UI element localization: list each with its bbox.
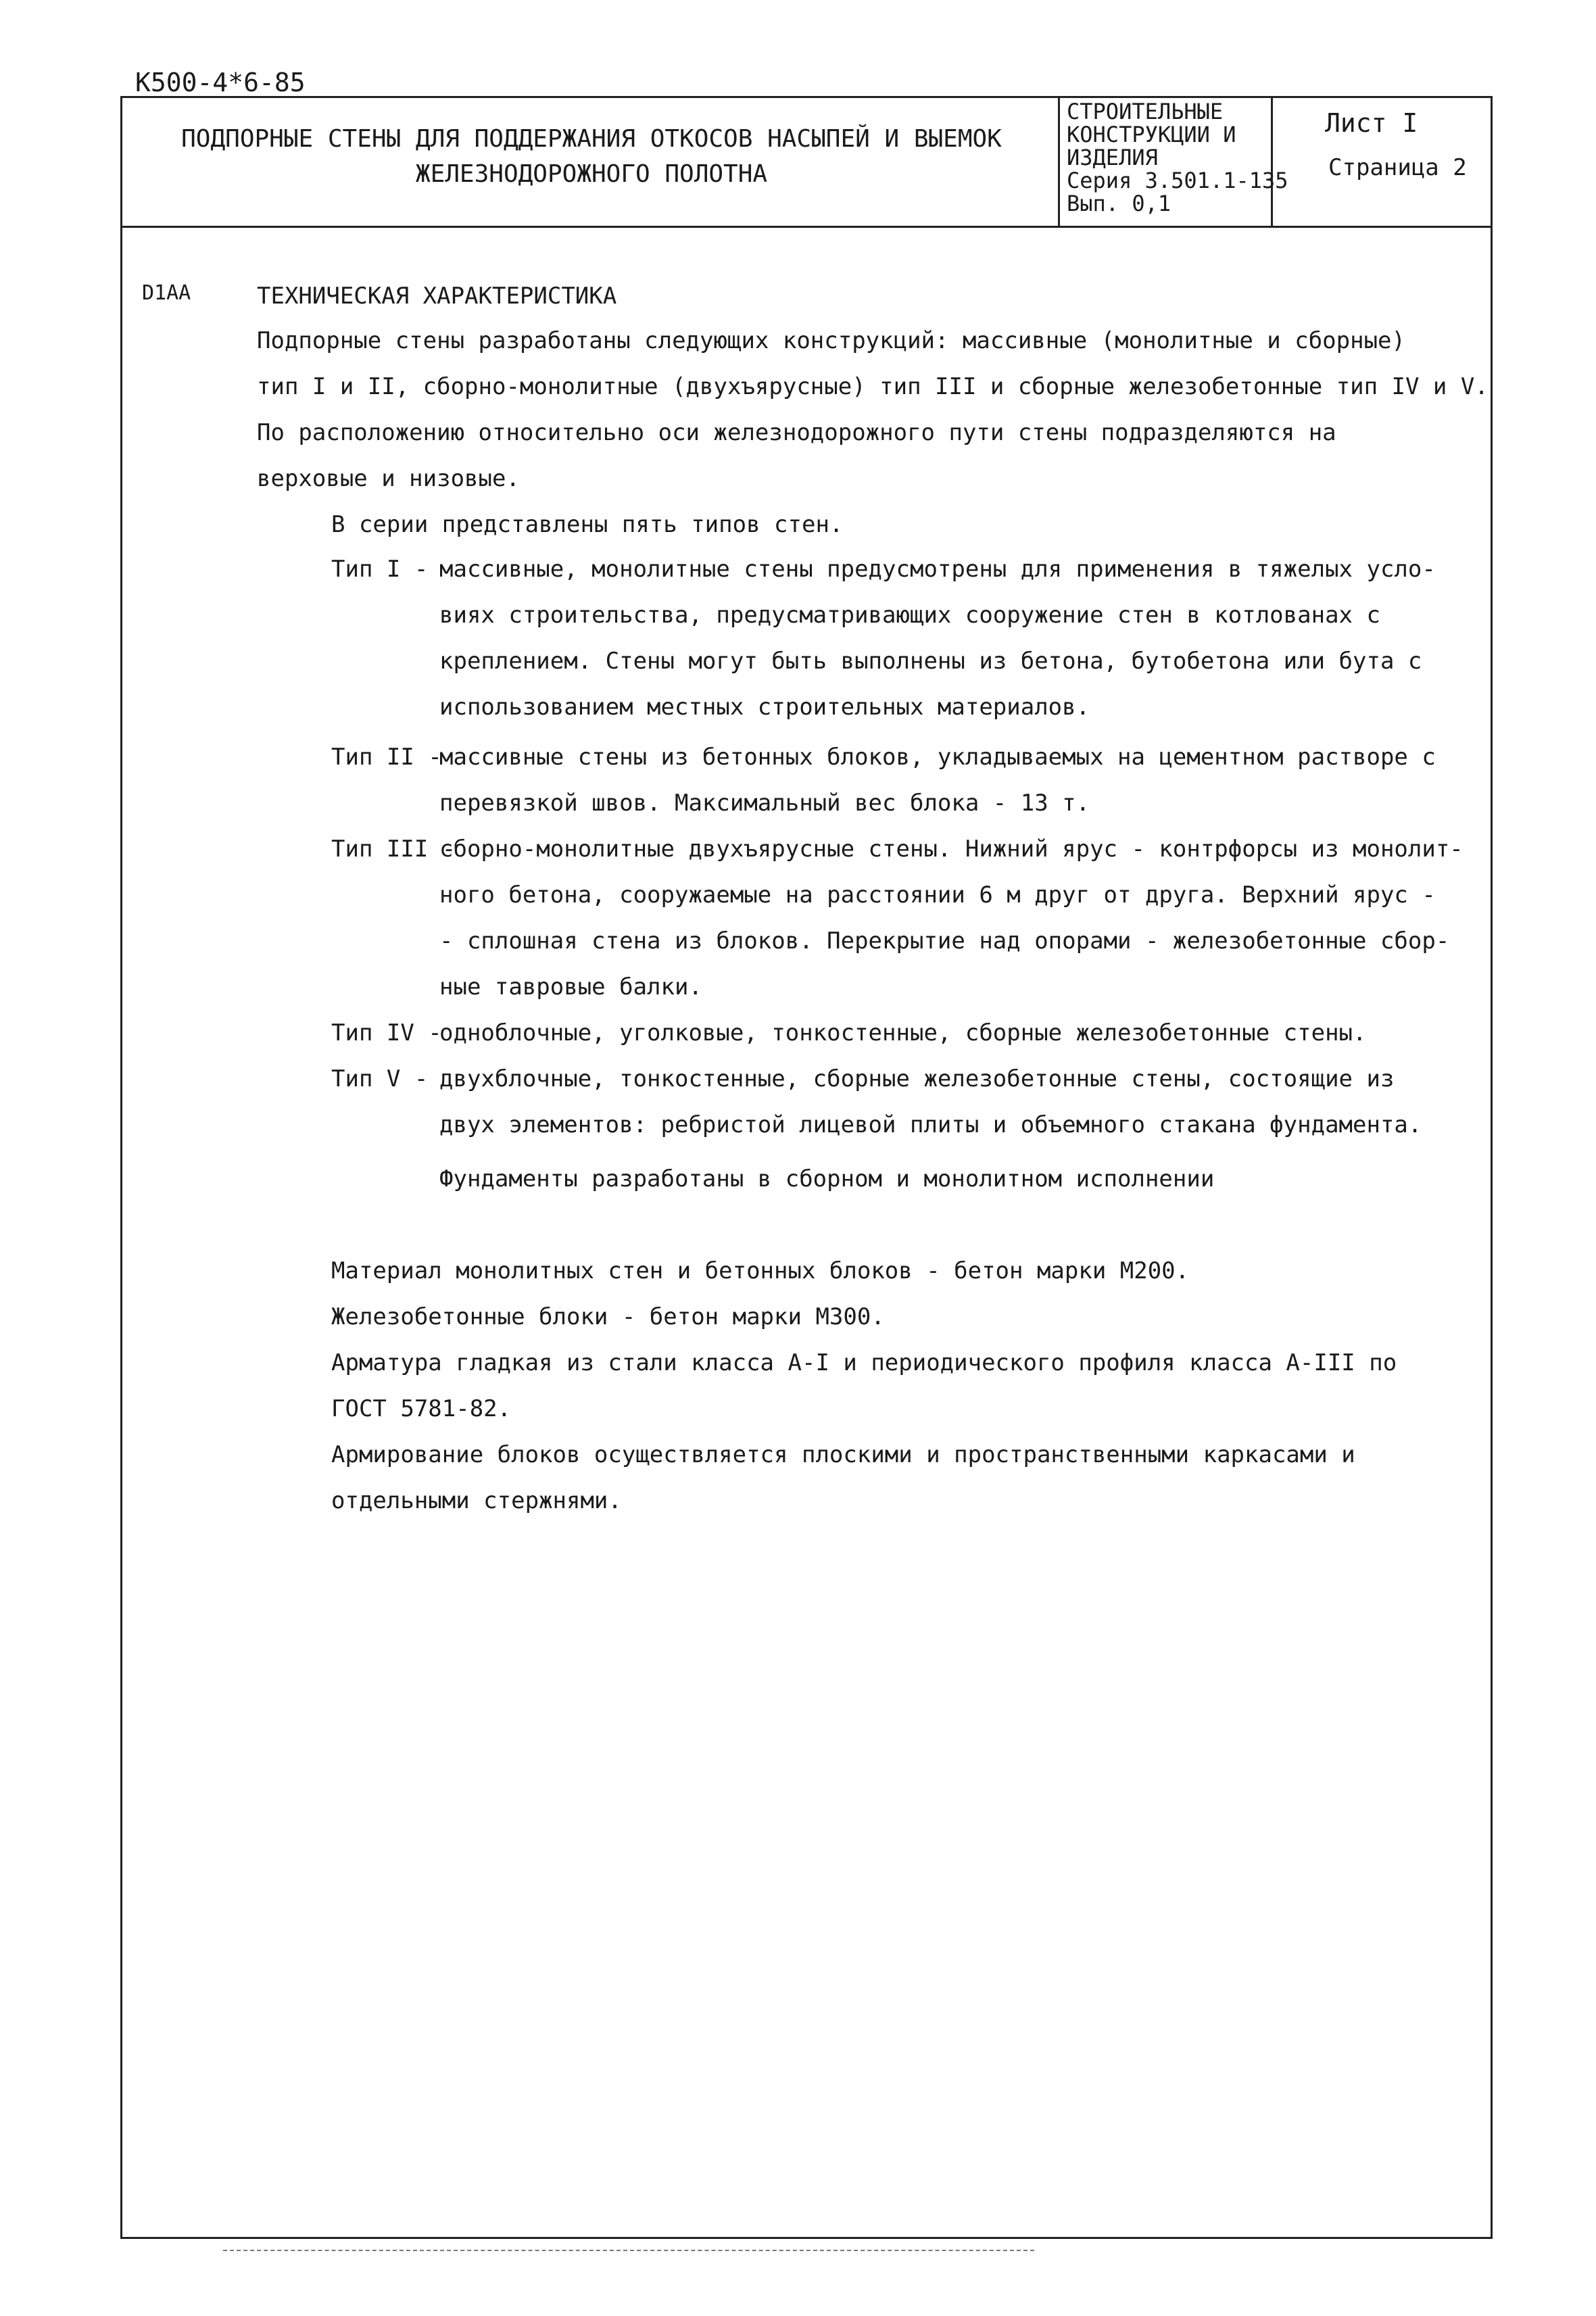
page-number: Страница 2 (1328, 154, 1467, 181)
paragraph-line: Армирование блоков осуществляется плоскими и пространственными каркасами и (331, 1441, 1355, 1468)
type-line: перевязкой швов. Максимальный вес блока - 13 т. (439, 790, 1090, 817)
title-line: ПОДПОРНЫЕ СТЕНЫ ДЛЯ ПОДДЕРЖАНИЯ ОТКОСОВ НАСЫПЕЙ И ВЫЕМОК (181, 125, 1002, 153)
header-column-divider (1058, 96, 1060, 226)
type-line: ного бетона, сооружаемые на расстоянии 6 м друг от друга. Верхний ярус - (439, 882, 1436, 909)
series-line: Серия 3.501.1-135 (1067, 168, 1288, 193)
scan-artifact-line (223, 2250, 1034, 2254)
type-line: массивные, монолитные стены предусмотрены для применения в тяжелых усло- (439, 556, 1436, 583)
type-line: креплением. Стены могут быть выполнены из бетона, бутобетона или бута с (439, 648, 1422, 675)
type-line: использованием местных строительных материалов. (439, 694, 1090, 721)
paragraph-line: ГОСТ 5781-82. (331, 1395, 512, 1422)
sheet-number: Лист I (1325, 108, 1418, 138)
paragraph-line: Фундаменты разработаны в сборном и монолитном исполнении (439, 1165, 1215, 1192)
paragraph-line: В серии представлены пять типов стен. (331, 511, 844, 538)
type-label: Тип III - (331, 836, 456, 863)
type-line: двух элементов: ребристой лицевой плиты и объемного стакана фундамента. (439, 1111, 1422, 1138)
type-line: двухблочные, тонкостенные, сборные железобетонные стены, состоящие из (439, 1065, 1395, 1092)
series-line: СТРОИТЕЛЬНЫЕ (1067, 99, 1224, 124)
paragraph-line: Материал монолитных стен и бетонных блоков - бетон марки М200. (331, 1257, 1190, 1284)
paragraph-line: Арматура гладкая из стали класса А-I и периодического профиля класса А-III по (331, 1349, 1397, 1376)
title-line: ЖЕЛЕЗНОДОРОЖНОГО ПОЛОТНА (415, 160, 768, 188)
series-line: Вып. 0,1 (1067, 191, 1171, 216)
header-divider (120, 226, 1493, 228)
series-line: ИЗДЕЛИЯ (1067, 145, 1158, 170)
section-marker: D1АА (142, 281, 191, 305)
type-line: одноблочные, уголковые, тонкостенные, сборные железобетонные стены. (439, 1019, 1367, 1046)
type-line: - сплошная стена из блоков. Перекрытие над опорами - железобетонные сбор- (439, 927, 1450, 955)
document-code: К500-4*6-85 (135, 68, 306, 97)
series-block (1067, 100, 1288, 215)
section-title: ТЕХНИЧЕСКАЯ ХАРАКТЕРИСТИКА (257, 283, 617, 310)
type-line: сборно-монолитные двухъярусные стены. Нижний ярус - контрфорсы из монолит- (439, 836, 1464, 863)
type-label: Тип II - (331, 744, 442, 771)
paragraph-line: По расположению относительно оси железнодорожного пути стены подразделяются на (257, 419, 1336, 446)
series-line: КОНСТРУКЦИИ И (1067, 122, 1236, 147)
type-label: Тип IV - (331, 1019, 442, 1046)
type-line: виях строительства, предусматривающих сооружение стен в котлованах с (439, 602, 1380, 629)
type-label: Тип V - (331, 1065, 429, 1092)
paragraph-line: Железобетонные блоки - бетон марки М300. (331, 1303, 885, 1330)
paragraph-line: Подпорные стены разработаны следующих конструкций: массивные (монолитные и сборные) (257, 327, 1405, 354)
paragraph-line: верховые и низовые. (257, 465, 520, 492)
paragraph-line: отдельными стержнями. (331, 1487, 622, 1514)
type-line: массивные стены из бетонных блоков, укладываемых на цементном растворе с (439, 744, 1436, 771)
type-label: Тип I - (331, 556, 429, 583)
paragraph-line: тип I и II, сборно-монолитные (двухъярусные) тип III и сборные железобетонные тип IV и V. (257, 373, 1489, 400)
document-title (135, 122, 1048, 192)
type-line: ные тавровые балки. (439, 973, 702, 1000)
